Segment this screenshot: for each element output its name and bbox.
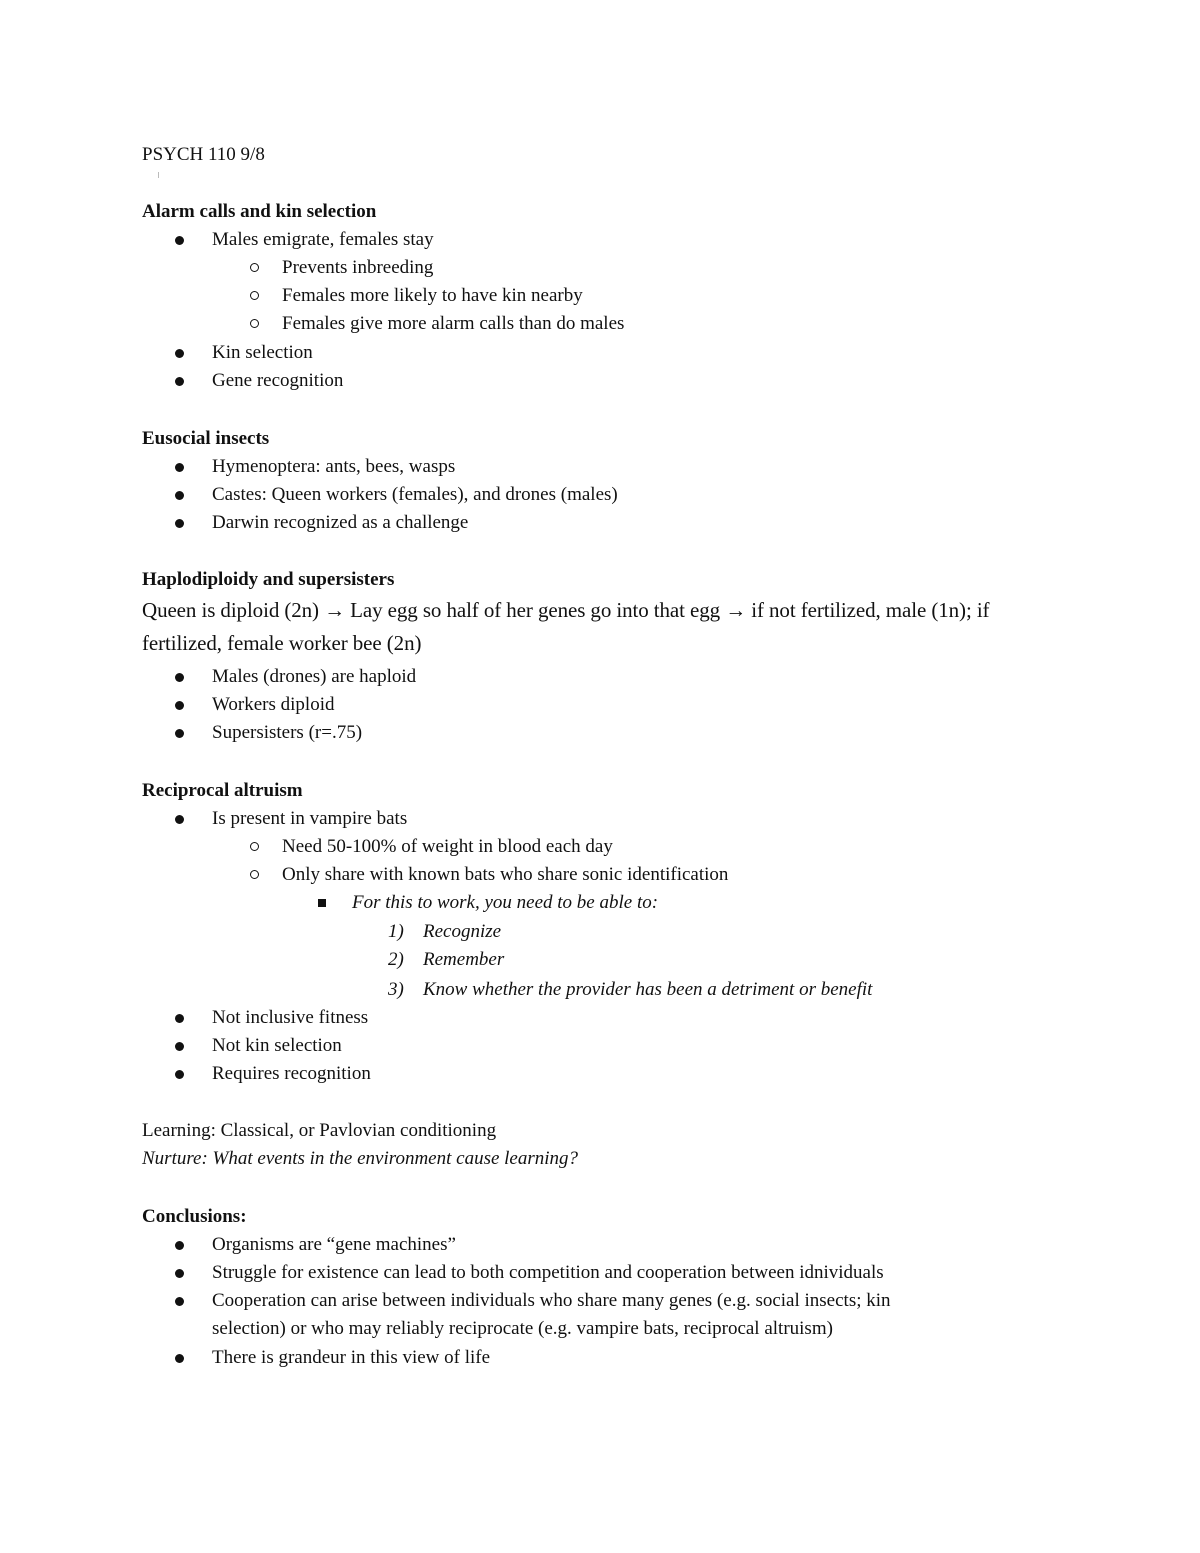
section-heading-haplo: Haplodiploidy and supersisters (142, 569, 395, 590)
list-item-continuation: selection) or who may reliably reciprocate (e.g. vampire bats, reciprocal altruism) (212, 1318, 833, 1339)
section-heading-conclusions: Conclusions: (142, 1206, 247, 1227)
list-number: 1) (388, 921, 404, 942)
section-heading-eusocial: Eusocial insects (142, 428, 270, 449)
bullet-dot-icon (175, 463, 184, 472)
bullet-dot-icon (175, 1297, 184, 1306)
bullet-circle-icon (250, 291, 259, 300)
bullet-dot-icon (175, 349, 184, 358)
bullet-dot-icon (175, 491, 184, 500)
document-title: PSYCH 110 9/8 (142, 144, 265, 165)
bullet-dot-icon (175, 729, 184, 738)
nurture-line: Nurture: What events in the environment cause learning? (142, 1148, 579, 1169)
bullet-dot-icon (175, 519, 184, 528)
bullet-circle-icon (250, 319, 259, 328)
paragraph-line: Queen is diploid (2n) → Lay egg so half of her genes go into that egg → if not fertilized, male (1n); if (142, 598, 990, 622)
list-number: 2) (388, 949, 404, 970)
bullet-dot-icon (175, 236, 184, 245)
bullet-dot-icon (175, 1354, 184, 1363)
bullet-circle-icon (250, 263, 259, 272)
bullet-dot-icon (175, 377, 184, 386)
paragraph-line: fertilized, female worker bee (2n) (142, 631, 422, 655)
bullet-square-icon (318, 899, 326, 907)
bullet-dot-icon (175, 1014, 184, 1023)
bullet-circle-icon (250, 870, 259, 879)
bullet-dot-icon (175, 1042, 184, 1051)
bullet-dot-icon (175, 1241, 184, 1250)
list-number: 3) (388, 979, 404, 1000)
bullet-circle-icon (250, 842, 259, 851)
learning-line: Learning: Classical, or Pavlovian conditioning (142, 1120, 497, 1141)
bullet-dot-icon (175, 673, 184, 682)
bullet-dot-icon (175, 701, 184, 710)
bullet-dot-icon (175, 1269, 184, 1278)
section-heading-alarm: Alarm calls and kin selection (142, 201, 377, 222)
section-heading-reciprocal: Reciprocal altruism (142, 780, 303, 801)
bullet-dot-icon (175, 1070, 184, 1079)
cursor-mark (158, 172, 159, 178)
bullet-dot-icon (175, 815, 184, 824)
